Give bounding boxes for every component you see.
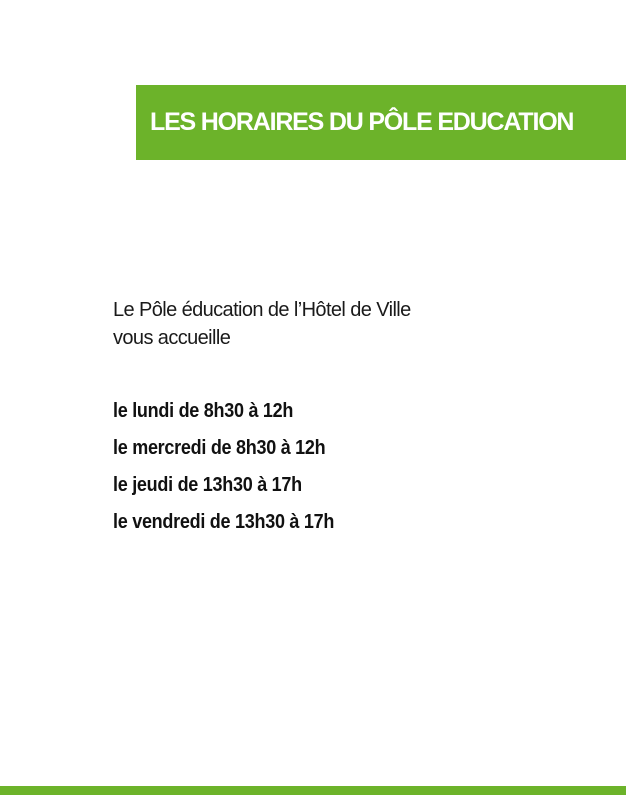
opening-hours-list: [113, 393, 359, 541]
title-banner: [136, 85, 626, 160]
page-title: LES HORAIRES DU PÔLE EDUCATION: [150, 108, 574, 136]
schedule-item-thursday: le jeudi de 13h30 à 17h: [113, 474, 302, 496]
footer-bar: [0, 786, 626, 795]
intro-line-2: vous accueille: [113, 327, 231, 349]
schedule-item-wednesday: le mercredi de 8h30 à 12h: [113, 437, 326, 459]
intro-line-1: Le Pôle éducation de l’Hôtel de Ville: [113, 299, 411, 321]
schedule-item-monday: le lundi de 8h30 à 12h: [113, 400, 294, 422]
schedule-item-friday: le vendredi de 13h30 à 17h: [113, 511, 335, 533]
intro-text: [113, 296, 533, 352]
